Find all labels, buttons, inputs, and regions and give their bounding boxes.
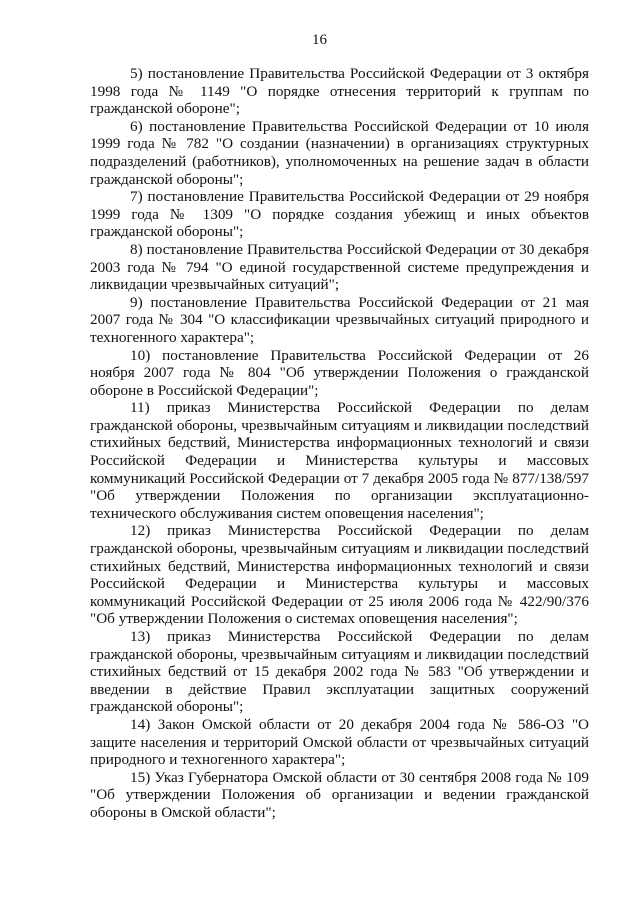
list-item-9: 9) постановление Правительства Российской Федерации от 21 мая 2007 года № 304 "О классификации чрезвычайных ситуаций природного и техногенного характера"; [90, 293, 589, 346]
list-item-8: 8) постановление Правительства Российской Федерации от 30 декабря 2003 года № 794 "О единой государственной системе предупреждения и ликвидации чрезвычайных ситуаций"; [90, 240, 589, 294]
document-body [90, 65, 589, 822]
list-item-13: 13) приказ Министерства Российской Федерации по делам гражданской обороны, чрезвычайным ситуациям и ликвидации последствий стихийных бедствий от 15 декабря 2002 года № 583 "Об утверждении и введении в действие Правил эксплуатации защитных сооружений гражданской обороны"; [90, 628, 589, 716]
list-item-11: 11) приказ Министерства Российской Федерации по делам гражданской обороны, чрезвычайным ситуациям и ликвидации последствий стихийных бедствий, Министерства информационных технологий и связи Российской Федерации и Министерства культуры и массовых коммуникаций Российской Федерации от 7 декабря 2005 года № 877/138/597 "Об утверждении Положения по организации эксплуатационно-технического обслуживания систем оповещения населения"; [90, 399, 589, 522]
list-item-15: 15) Указ Губернатора Омской области от 30 сентября 2008 года № 109 "Об утверждении Положения об организации и ведении гражданской обороны в Омской области"; [90, 768, 589, 821]
list-item-12: 12) приказ Министерства Российской Федерации по делам гражданской обороны, чрезвычайным ситуациям и ликвидации последствий стихийных бедствий, Министерства информационных технологий и связи Российской Федерации и Министерства культуры и массовых коммуникаций Российской Федерации от 25 июля 2006 года № 422/90/376 "Об утверждении Положения о системах оповещения населения"; [90, 522, 589, 628]
list-item-5: 5) постановление Правительства Российской Федерации от 3 октября 1998 года № 1149 "О порядке отнесения территорий к группам по гражданской обороне"; [90, 65, 589, 118]
page-number: 16 [312, 32, 327, 48]
list-item-10: 10) постановление Правительства Российской Федерации от 26 ноября 2007 года № 804 "Об утверждении Положения о гражданской обороне в Российской Федерации"; [90, 346, 589, 399]
list-item-7: 7) постановление Правительства Российской Федерации от 29 ноября 1999 года № 1309 "О порядке создания убежищ и иных объектов гражданской обороны"; [90, 188, 589, 241]
list-item-14: 14) Закон Омской области от 20 декабря 2004 года № 586-ОЗ "О защите населения и территорий Омской области от чрезвычайных ситуаций природного и техногенного характера"; [90, 715, 589, 769]
list-item-6: 6) постановление Правительства Российской Федерации от 10 июля 1999 года № 782 "О создании (назначении) в организациях структурных подразделений (работников), уполномоченных на решение задач в области гражданской обороны"; [90, 117, 589, 188]
